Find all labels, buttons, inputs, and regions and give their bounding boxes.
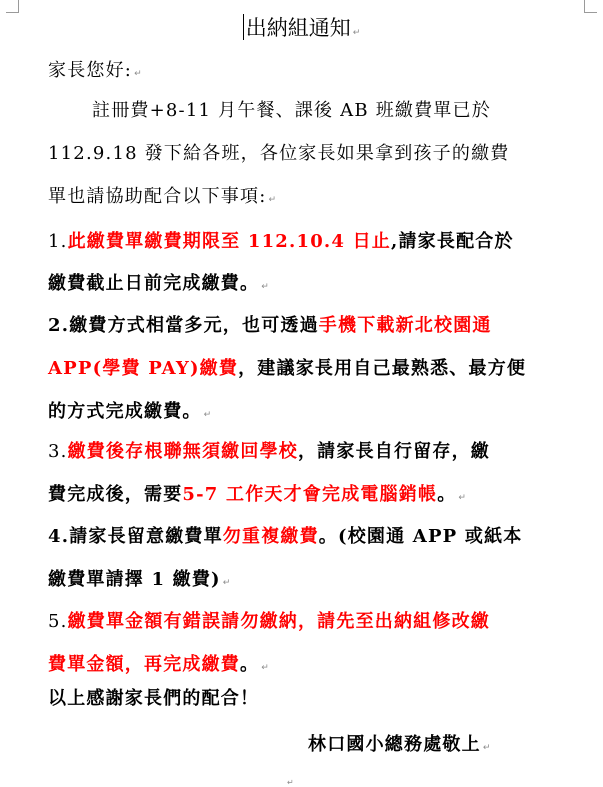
paragraph-mark-icon: ↵ (482, 743, 492, 753)
item-1-line-2 (48, 273, 270, 298)
item-3-line-1 (48, 441, 490, 463)
highlight-text: 勿重複繳費 (222, 526, 319, 547)
item-3-line-2 (48, 484, 467, 509)
highlight-text: 繳費單金額有錯誤請勿繳納，請先至出納組修改繳 (67, 611, 490, 632)
greeting: 家長您好: (48, 60, 133, 81)
item-text: 繳費截止日前完成繳費。 (48, 273, 260, 294)
intro-line-2 (48, 143, 509, 165)
intro-text-1: 註冊費+8-11 月午餐、課後 AB 班繳費單已於 (92, 100, 491, 121)
item-2-line-2 (48, 358, 526, 380)
item-text: ，建議家長用自己最熟悉、最方便 (238, 358, 527, 379)
intro-line-1 (92, 100, 491, 122)
item-text: ，請家長自行留存，繳 (297, 441, 490, 462)
paragraph-mark-icon: ↵ (134, 69, 143, 79)
paragraph-mark-icon: ↵ (458, 493, 468, 503)
signature-text: 林口國小總務處敬上 (308, 734, 481, 755)
item-text: 5. (48, 611, 68, 632)
item-text: 。 (240, 654, 260, 675)
greeting-line (48, 60, 143, 85)
intro-text-3: 單也請協助配合以下事項: (48, 186, 267, 207)
item-text: 2.繳費方式相當多元，也可透過 (48, 315, 319, 336)
closing-text: 以上感謝家長們的配合！ (48, 688, 260, 709)
item-text: 的方式完成繳費。 (48, 401, 202, 422)
intro-text-2: 112.9.18 發下給各班，各位家長如果拿到孩子的繳費 (48, 143, 510, 164)
paragraph-mark-icon: ↵ (352, 28, 361, 38)
title-row (0, 14, 603, 46)
highlight-text: 5-7 工作天才會完成電腦銷帳 (182, 484, 438, 505)
item-2-line-1 (48, 315, 492, 337)
highlight-text: 繳費後存根聯無須繳回學校 (67, 441, 298, 462)
text-cursor (243, 14, 244, 40)
item-4-line-1 (48, 526, 522, 548)
highlight-text: 手機下載新北校園通 (318, 315, 492, 336)
paragraph-mark-icon: ↵ (203, 410, 213, 420)
item-text: 費完成後，需要 (48, 484, 183, 505)
paragraph-mark-icon: ↵ (261, 663, 270, 673)
page-title: 出納組通知 (245, 16, 351, 40)
paragraph-mark-icon: ↵ (268, 195, 278, 205)
item-text: 4.請家長留意繳費單 (48, 526, 223, 547)
crop-mark-top-left (6, 0, 19, 13)
item-text: 1. (48, 231, 68, 252)
item-1-line-1 (48, 231, 514, 253)
item-text: 3. (48, 441, 68, 462)
signature-line (308, 734, 492, 759)
highlight-text: 費單金額，再完成繳費 (48, 654, 240, 675)
closing-line (48, 688, 259, 710)
paragraph-mark-icon: ↵ (287, 778, 294, 787)
item-2-line-3 (48, 401, 212, 426)
item-text: 。(校園通 APP 或紙本 (318, 526, 523, 547)
item-5-line-1 (48, 611, 490, 633)
highlight-text: 此繳費單繳費期限至 112.10.4 日止 (67, 231, 391, 252)
item-text: 繳費單請擇 1 繳費) (48, 569, 221, 590)
crop-mark-top-right (584, 0, 597, 13)
paragraph-mark-icon: ↵ (222, 578, 232, 588)
intro-line-3 (48, 186, 277, 211)
highlight-text: APP(學費 PAY)繳費 (48, 358, 239, 379)
item-4-line-2 (48, 569, 232, 594)
paragraph-mark-icon: ↵ (261, 282, 270, 292)
item-5-line-2 (48, 654, 270, 679)
item-text: 。 (437, 484, 457, 505)
item-text: ,請家長配合於 (391, 231, 514, 252)
